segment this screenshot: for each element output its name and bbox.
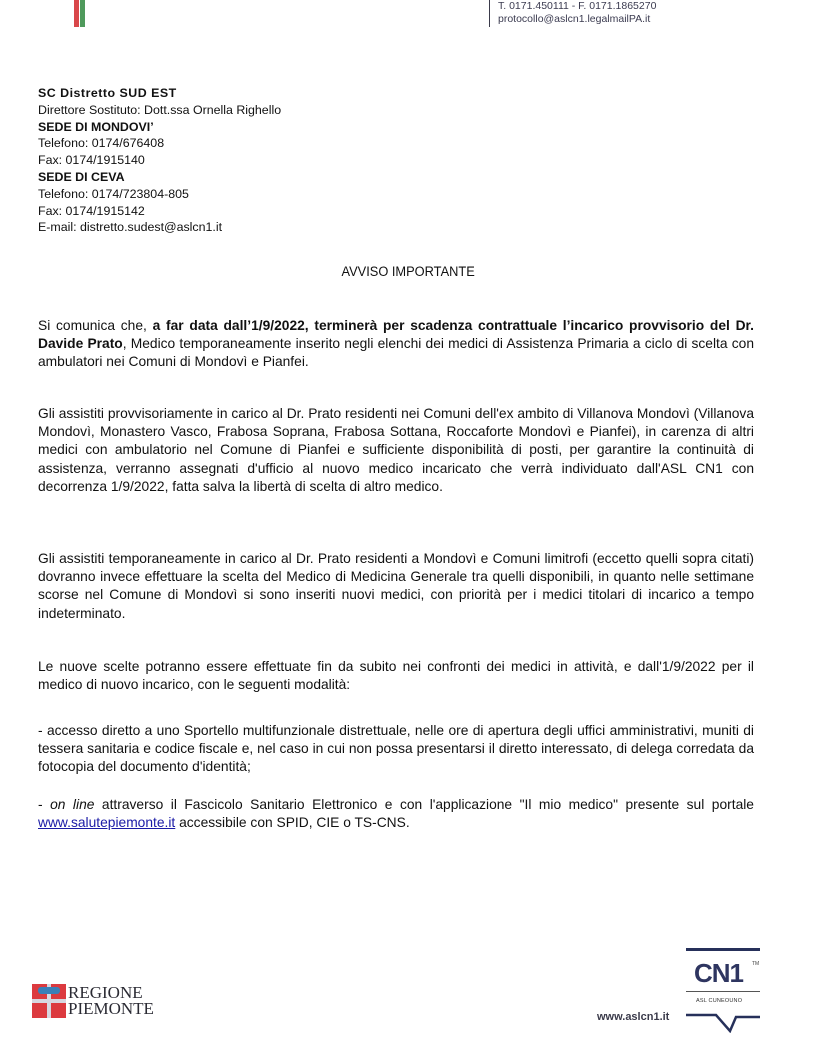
sede-ceva-fax: Fax: 0174/1915142 [38,203,145,218]
cn1-logo-label: CN1 [694,958,744,988]
paragraph-2: Gli assistiti provvisoriamente in carico al Dr. Prato residenti nei Comuni dell'ex ambito di Villanova Mondovì (Villanova Mondovì, Monastero Vasco, Frabosa Soprana, Frabosa Sottana, Roccaforte Mondovì e Pianfei), in carenza di altri medici con ambulatorio nel Comune di Pianfei e sufficiente disponibilità di posti, per garantire la continuità di assistenza, verranno assegnati d'ufficio al nuovo medico incaricato che verrà individuato dall'ASL CN1 con decorrenza 1/9/2022, fatta salva la libertà di scelta di altro medico. [38,406,754,494]
header-pec-email: protocollo@aslcn1.legalmailPA.it [498,13,651,25]
regione-piemonte-emblem-icon [32,984,66,1018]
sede-ceva-label: SEDE DI CEVA [38,169,125,184]
sede-ceva-phone: Telefono: 0174/723804-805 [38,186,189,201]
p6-text-2: accessibile con SPID, CIE o TS-CNS. [175,815,410,831]
p6-text-1: attraverso il Fascicolo Sanitario Elettronico e con l'applicazione "Il mio medico" presente sul portale [94,797,754,812]
sede-mondovi-phone: Telefono: 0174/676408 [38,136,165,151]
flag-stripe-red [74,0,79,27]
paragraph-5: - accesso diretto a uno Sportello multifunzionale distrettuale, nelle ore di apertura degli uffici amministrativi, muniti di tessera sanitaria e codice fiscale e, nel caso in cui non possa presentarsi il diretto interessato, di delega corredata da fotocopia del documento d'identità; [38,723,754,775]
cn1-trademark: TM [752,961,760,967]
paragraph-6 [38,796,754,832]
paragraph-1 [38,317,754,372]
p1-bold: a far data dall’1/9/2022, terminerà per scadenza contrattuale l’incarico provvisorio del Dr. Davide Prato [38,318,754,352]
piemonte-text: PIEMONTE [68,999,154,1018]
regione-text: REGIONE [68,983,143,1002]
header-phone-fax: T. 0171.450111 - F. 0171.1865270 [498,0,657,12]
sender-block [38,85,281,236]
notice-title [0,264,816,279]
sede-mondovi-fax: Fax: 0174/1915140 [38,153,145,168]
cn1-speech-tail-icon [686,1013,760,1033]
paragraph-3: Gli assistiti temporaneamente in carico al Dr. Prato residenti a Mondovì e Comuni limitrofi (eccetto quelli sopra citati) dovranno invece effettuare la scelta del Medico di Medicina Generale tra quelli disponibili, in quanto nelle settimane scorse nel Comune di Mondovì si sono inseriti nuovi medici, con priorità per i medici titolari di incarico a tempo indeterminato. [38,551,754,621]
header-divider [489,0,490,27]
sender-director: Direttore Sostituto: Dott.ssa Ornella Righello [38,102,282,117]
p1-text-1: Si comunica che, [38,318,153,333]
sede-mondovi-label: SEDE DI MONDOVI’ [38,119,154,134]
paragraph-4: Le nuove scelte potranno essere effettuate fin da subito nei confronti dei medici in attività, e dall'1/9/2022 per il medico di nuovo incarico, con le seguenti modalità: [38,659,754,693]
aslcn1-website[interactable]: www.aslcn1.it [597,1011,670,1023]
cn1-logo-subtitle: ASL CUNEOUNO [696,998,743,1004]
emblem-crown [38,987,60,994]
salutepiemonte-link[interactable]: www.salutepiemonte.it [38,815,176,831]
header-contact [498,0,656,26]
cn1-logo-top-bar [686,948,760,951]
sender-email: E-mail: distretto.sudest@aslcn1.it [38,220,223,235]
flag-stripe-green [80,0,85,27]
regione-piemonte-logo-text [68,985,154,1017]
cn1-logo-divider [686,991,760,992]
emblem-cross-horizontal [32,999,66,1003]
notice-title-text: AVVISO IMPORTANTE [341,264,475,279]
sender-title: SC Distretto SUD EST [38,86,177,100]
cn1-logo-text [694,958,743,989]
p1-text-2: , Medico temporaneamente inserito negli elenchi dei medici di Assistenza Primaria a ciclo di scelta con ambulatori nei Comuni di Mondovì e Pianfei. [38,336,754,370]
p6-dash: - [38,797,51,812]
p6-italic: on line [50,797,95,812]
